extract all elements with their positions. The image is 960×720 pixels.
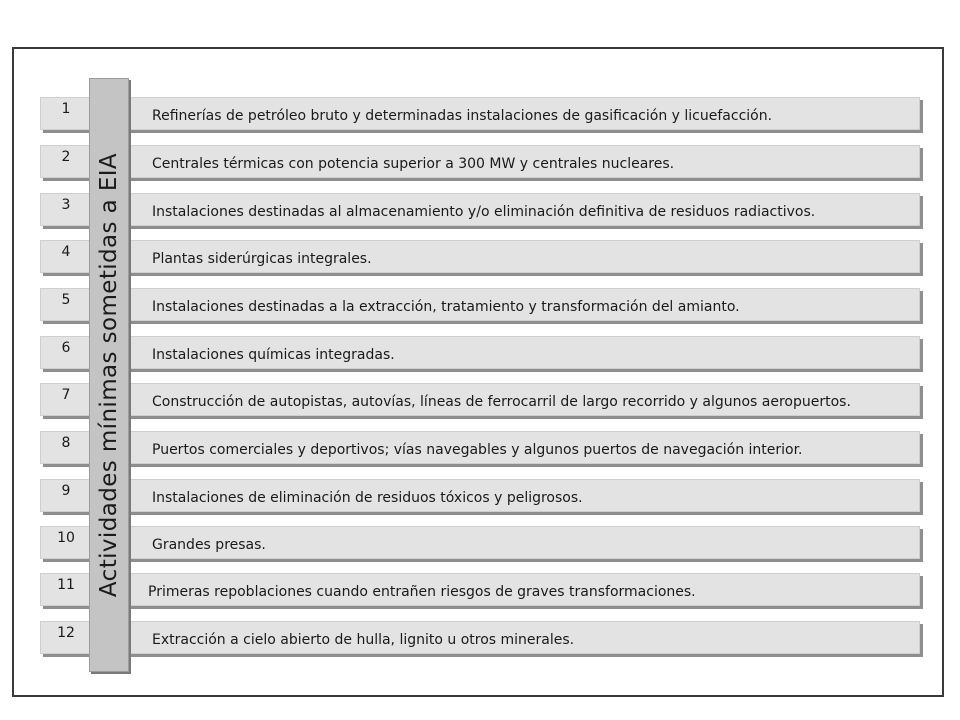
list-item xyxy=(40,145,920,178)
list-item xyxy=(40,431,920,464)
item-label: Puertos comerciales y deportivos; vías navegables y algunos puertos de navegación interior. xyxy=(152,442,803,458)
item-label: Refinerías de petróleo bruto y determinadas instalaciones de gasificación y licuefacción. xyxy=(152,108,773,124)
item-label: Centrales térmicas con potencia superior a 300 MW y centrales nucleares. xyxy=(152,156,675,172)
item-number: 4 xyxy=(61,244,71,260)
list-item xyxy=(40,240,920,273)
item-label: Instalaciones destinadas al almacenamiento y/o eliminación definitiva de residuos radiactivos. xyxy=(152,204,816,220)
list-item xyxy=(40,336,920,369)
list-item xyxy=(40,526,920,559)
list-item xyxy=(40,621,920,654)
item-number: 8 xyxy=(61,435,71,451)
item-number: 5 xyxy=(61,292,71,308)
item-number: 1 xyxy=(61,101,71,117)
list-item xyxy=(40,573,920,606)
item-label: Instalaciones químicas integradas. xyxy=(152,347,395,363)
item-label: Grandes presas. xyxy=(152,537,266,553)
list-item xyxy=(40,97,920,130)
item-label: Construcción de autopistas, autovías, líneas de ferrocarril de largo recorrido y algunos aeropuertos. xyxy=(152,394,851,410)
list-item xyxy=(40,383,920,416)
item-number: 3 xyxy=(61,197,71,213)
item-number: 10 xyxy=(57,530,75,546)
item-label: Primeras repoblaciones cuando entrañen riesgos de graves transformaciones. xyxy=(148,584,696,600)
item-label: Instalaciones destinadas a la extracción, tratamiento y transformación del amianto. xyxy=(152,299,740,315)
item-label: Plantas siderúrgicas integrales. xyxy=(152,251,372,267)
item-number: 6 xyxy=(61,340,71,356)
item-number: 2 xyxy=(61,149,71,165)
item-number: 9 xyxy=(61,483,71,499)
item-number: 12 xyxy=(57,625,75,641)
item-label: Instalaciones de eliminación de residuos tóxicos y peligrosos. xyxy=(152,490,583,506)
list-item xyxy=(40,193,920,226)
item-label: Extracción a cielo abierto de hulla, lignito u otros minerales. xyxy=(152,632,575,648)
list-item xyxy=(40,479,920,512)
item-number: 11 xyxy=(57,577,75,593)
item-number: 7 xyxy=(61,387,71,403)
vertical-title: Actividades mínimas sometidas a EIA xyxy=(96,152,122,598)
list-item xyxy=(40,288,920,321)
vertical-title-band xyxy=(89,78,129,672)
